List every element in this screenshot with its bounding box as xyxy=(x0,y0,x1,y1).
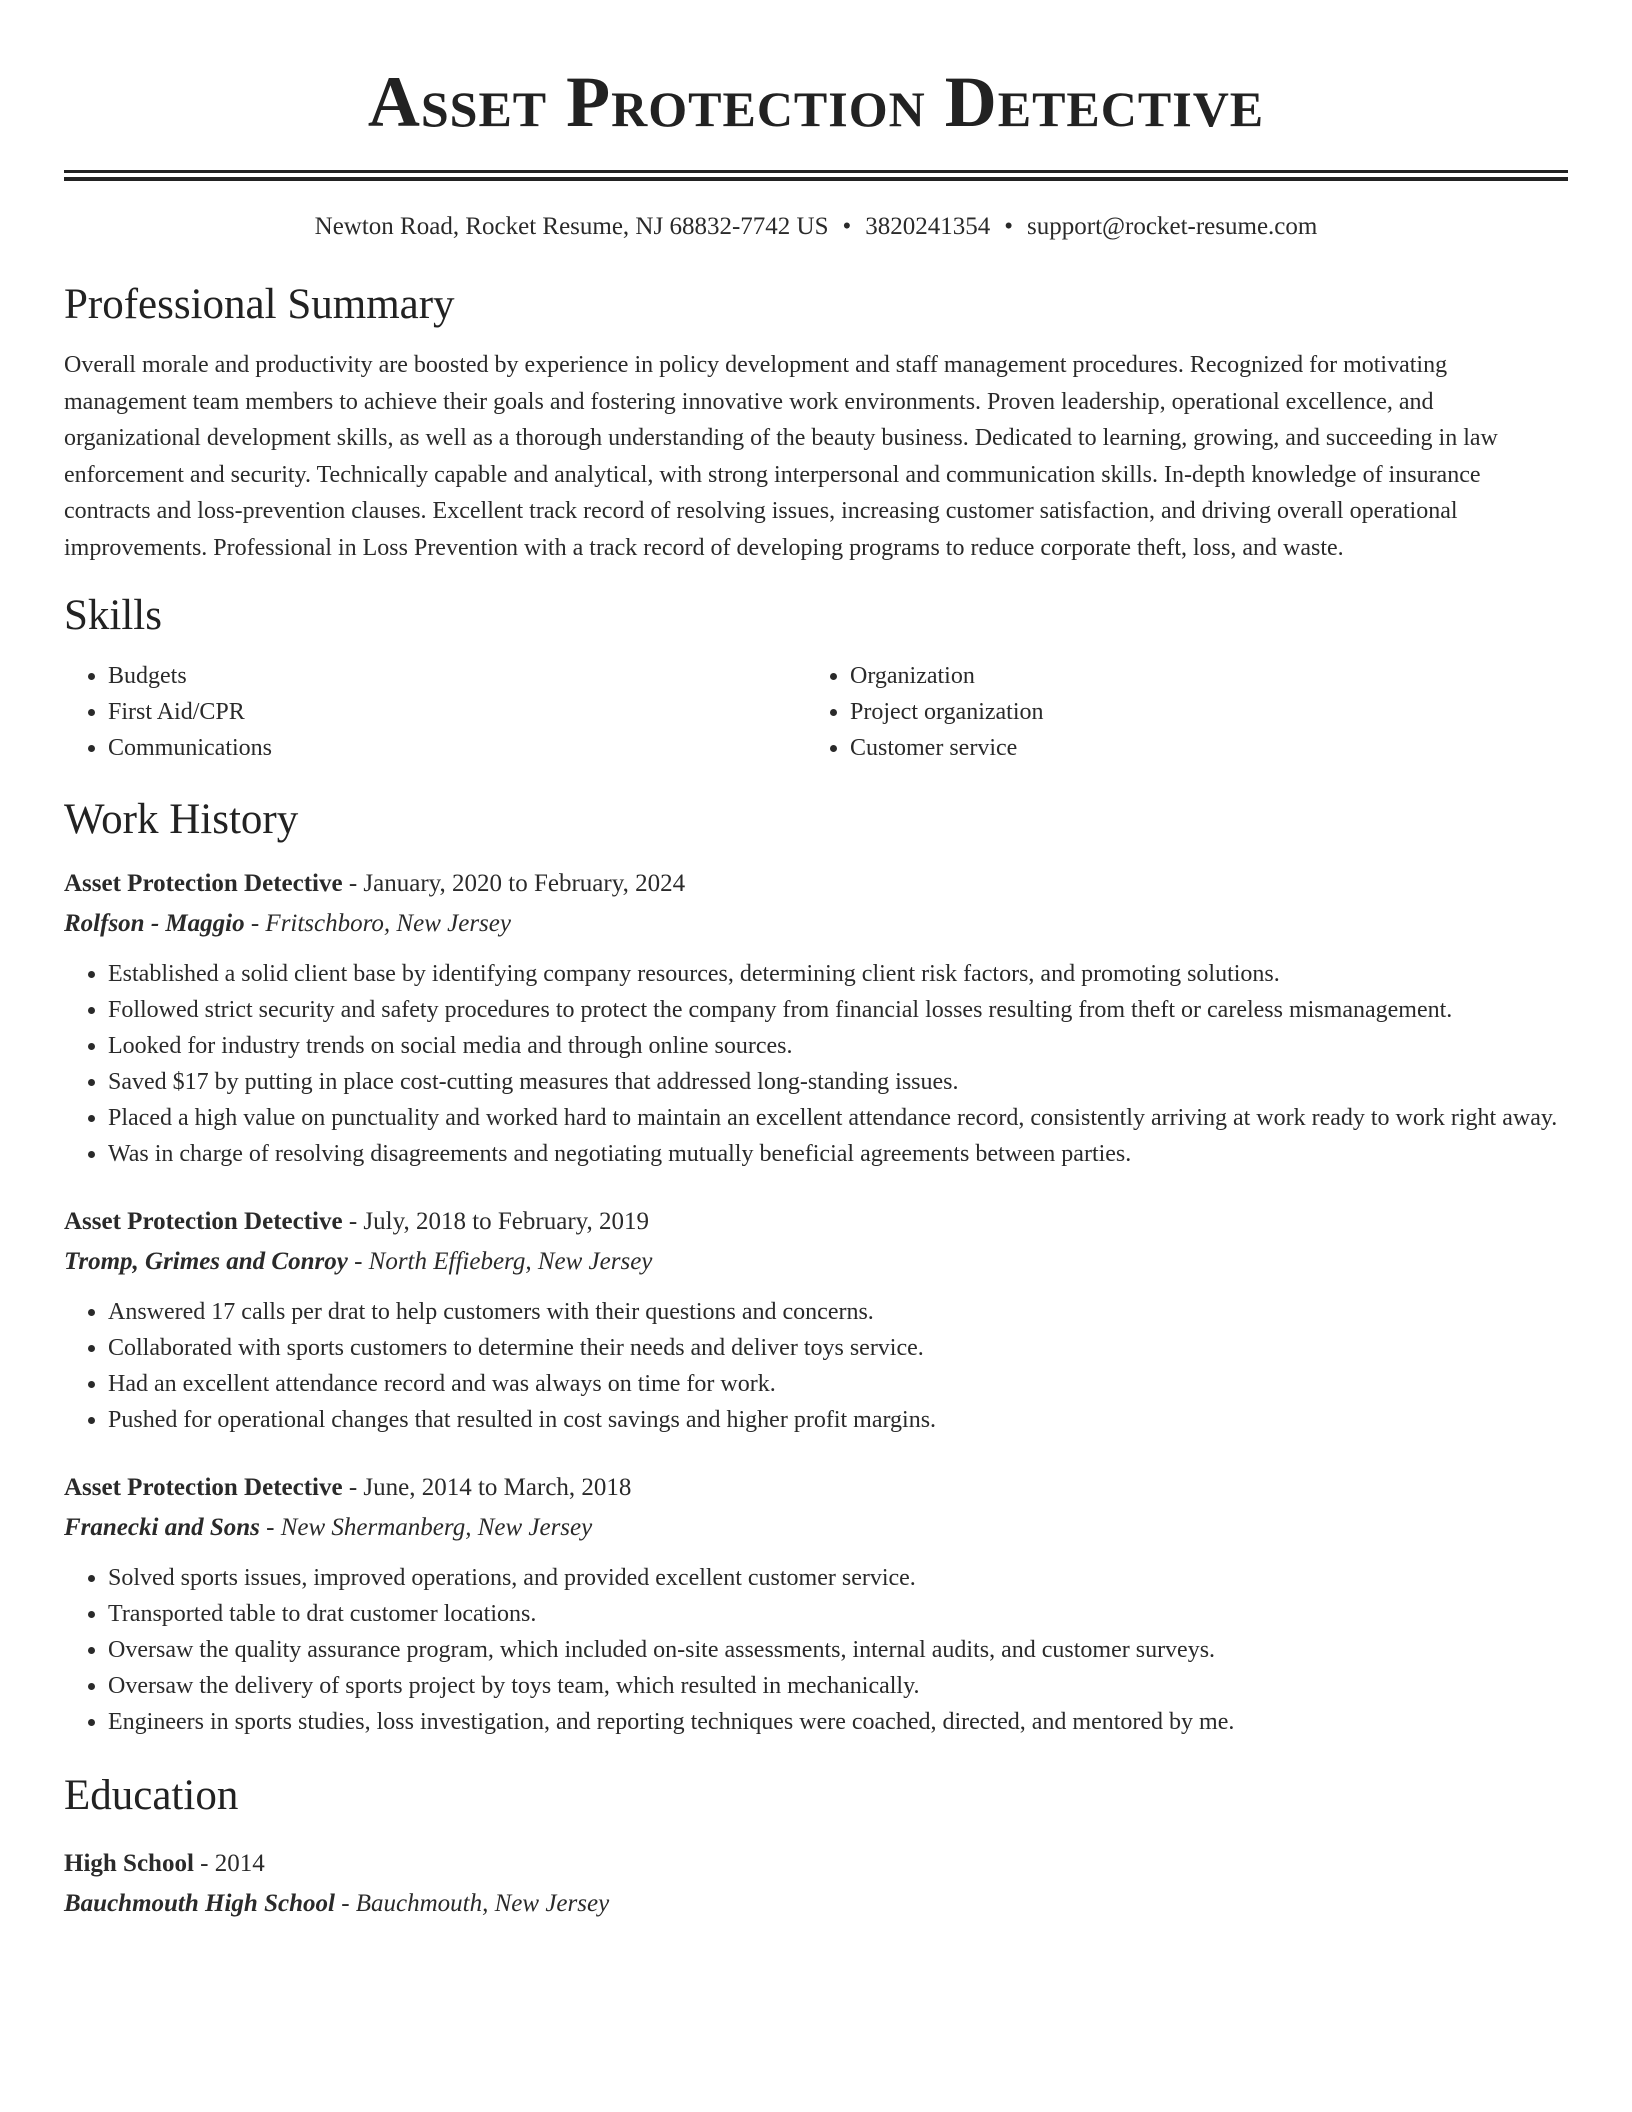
skills-column-left xyxy=(64,658,806,766)
job-bullet: • Engineers in sports studies, loss investigation, and reporting techniques were coached, directed, and mentored by me. xyxy=(108,1704,1568,1740)
header-divider xyxy=(64,170,1568,181)
education-heading xyxy=(64,1844,1568,1884)
skill-item: • Project organization xyxy=(850,694,1548,730)
skills-column-right xyxy=(806,658,1548,766)
job-bullet: • Oversaw the quality assurance program, which included on-site assessments, internal audits, and customer surveys. xyxy=(108,1632,1568,1668)
contact-separator: • xyxy=(842,213,852,240)
job-entry xyxy=(64,1202,1568,1438)
section-title-skills: Skills xyxy=(64,592,162,639)
contact-separator: • xyxy=(1004,213,1014,240)
job-bullet: • Placed a high value on punctuality and worked hard to maintain an excellent attendance record, consistently arriving at work ready to work right away. xyxy=(108,1100,1568,1136)
job-bullets xyxy=(64,956,1568,1172)
job-bullet: • Followed strict security and safety procedures to protect the company from financial losses resulting from theft or careless mismanagement. xyxy=(108,992,1568,1028)
job-location: - New Shermanberg, New Jersey xyxy=(259,1514,593,1541)
job-role: Asset Protection Detective xyxy=(64,1208,343,1235)
job-dates: - January, 2020 to February, 2024 xyxy=(342,870,686,897)
job-bullet: • Saved $17 by putting in place cost-cutting measures that addressed long-standing issues. xyxy=(108,1064,1568,1100)
resume-name: Asset Protection Detective xyxy=(367,62,1265,142)
job-heading xyxy=(64,1468,1568,1508)
job-bullet: • Looked for industry trends on social media and through online sources. xyxy=(108,1028,1568,1064)
skills-list xyxy=(64,658,1568,766)
job-entry xyxy=(64,864,1568,1172)
job-heading xyxy=(64,864,1568,904)
skill-item: • Communications xyxy=(108,730,806,766)
skill-item: • Budgets xyxy=(108,658,806,694)
job-heading xyxy=(64,1202,1568,1242)
job-bullets xyxy=(64,1294,1568,1438)
skill-item: • First Aid/CPR xyxy=(108,694,806,730)
job-entry xyxy=(64,1468,1568,1740)
job-bullet: • Transported table to drat customer locations. xyxy=(108,1596,1568,1632)
job-location: - North Effieberg, New Jersey xyxy=(347,1248,653,1275)
education-degree: High School xyxy=(64,1850,194,1877)
job-bullet: • Was in charge of resolving disagreements and negotiating mutually beneficial agreements between parties. xyxy=(108,1136,1568,1172)
resume-page xyxy=(64,0,1568,1924)
section-title-summary: Professional Summary xyxy=(64,281,455,328)
job-employer xyxy=(64,1242,1568,1282)
skill-item: • Organization xyxy=(850,658,1548,694)
contact-line xyxy=(64,211,1568,243)
job-employer xyxy=(64,904,1568,944)
job-role: Asset Protection Detective xyxy=(64,870,343,897)
job-bullet: • Answered 17 calls per drat to help customers with their questions and concerns. xyxy=(108,1294,1568,1330)
education-year: - 2014 xyxy=(193,1850,265,1877)
job-dates: - July, 2018 to February, 2019 xyxy=(342,1208,650,1235)
education-entry xyxy=(64,1844,1568,1924)
job-bullet: • Collaborated with sports customers to determine their needs and deliver toys service. xyxy=(108,1330,1568,1366)
job-bullet: • Had an excellent attendance record and was always on time for work. xyxy=(108,1366,1568,1402)
skill-item: • Customer service xyxy=(850,730,1548,766)
job-bullet: • Oversaw the delivery of sports project by toys team, which resulted in mechanically. xyxy=(108,1668,1568,1704)
section-title-work-history: Work History xyxy=(64,796,299,843)
job-bullet: • Established a solid client base by identifying company resources, determining client risk factors, and promoting solutions. xyxy=(108,956,1568,992)
education-institution xyxy=(64,1884,1568,1924)
section-title-education: Education xyxy=(64,1772,239,1819)
job-company: Rolfson - Maggio xyxy=(64,910,245,937)
job-bullets xyxy=(64,1560,1568,1740)
job-dates: - June, 2014 to March, 2018 xyxy=(342,1474,632,1501)
job-role: Asset Protection Detective xyxy=(64,1474,343,1501)
job-company: Tromp, Grimes and Conroy xyxy=(64,1248,348,1275)
job-location: - Fritschboro, New Jersey xyxy=(244,910,511,937)
contact-address: Newton Road, Rocket Resume, NJ 68832-7742 US xyxy=(314,213,829,240)
job-bullet: • Solved sports issues, improved operations, and provided excellent customer service. xyxy=(108,1560,1568,1596)
summary-text: Overall morale and productivity are boosted by experience in policy development and staff management procedures. Recognized for motivating management team members to achieve their goals and fostering innovative work environments. Proven leadership, operational excellence, and organizational development skills, as well as a thorough understanding of the beauty business. Dedicated to learning, growing, and succeeding in law enforcement and security. Technically capable and analytical, with strong interpersonal and communication skills. In-depth knowledge of insurance contracts and loss-prevention clauses. Excellent track record of resolving issues, increasing customer satisfaction, and driving overall operational improvements. Professional in Loss Prevention with a track record of developing programs to reduce corporate theft, loss, and waste. xyxy=(64,352,1498,561)
contact-email: support@rocket-resume.com xyxy=(1027,213,1318,240)
job-bullet: • Pushed for operational changes that resulted in cost savings and higher profit margins. xyxy=(108,1402,1568,1438)
job-employer xyxy=(64,1508,1568,1548)
contact-phone: 3820241354 xyxy=(865,213,991,240)
education-school: Bauchmouth High School xyxy=(64,1890,335,1917)
job-company: Franecki and Sons xyxy=(64,1514,260,1541)
education-location: - Bauchmouth, New Jersey xyxy=(334,1890,610,1917)
